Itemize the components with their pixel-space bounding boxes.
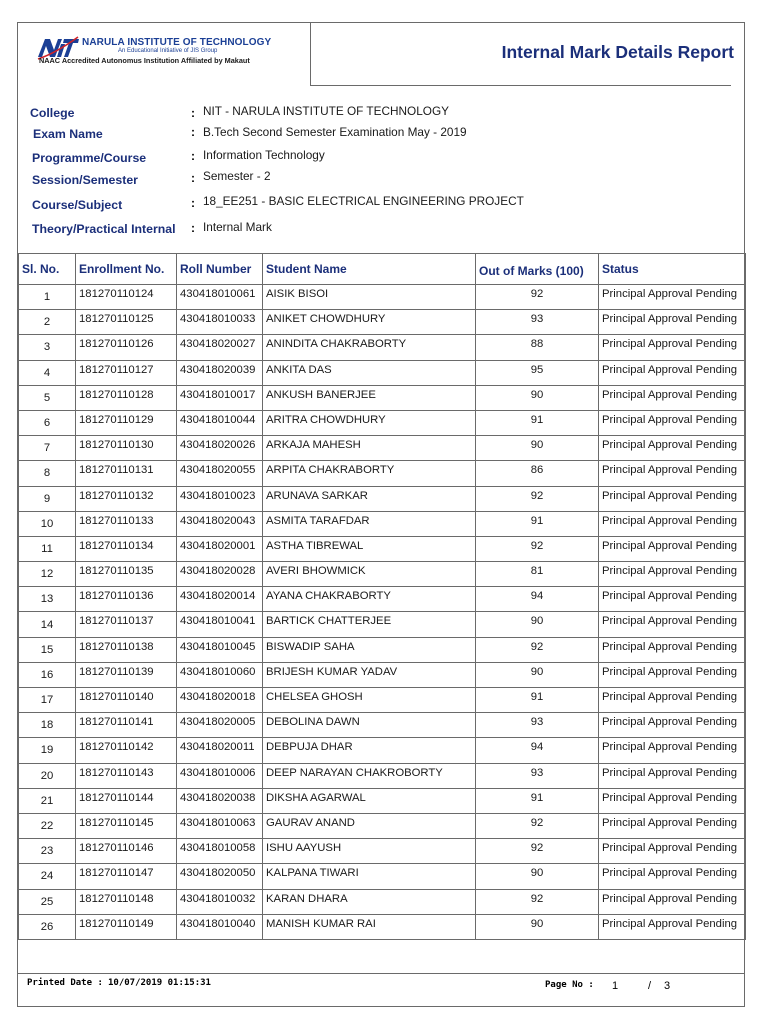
sl-no-cell: 6: [19, 410, 76, 435]
student-name-cell: DEBOLINA DAWN: [263, 713, 476, 738]
sl-no-cell: 13: [19, 587, 76, 612]
marks-cell: 90: [476, 385, 599, 410]
column-header-sl-no: Sl. No.: [19, 254, 76, 285]
enrollment-no-cell: 181270110145: [76, 813, 177, 838]
student-name-cell: BRIJESH KUMAR YADAV: [263, 662, 476, 687]
table-row: [19, 612, 746, 637]
student-name-cell: DIKSHA AGARWAL: [263, 788, 476, 813]
table-row: [19, 688, 746, 713]
info-value: Information Technology: [203, 148, 325, 162]
student-name-cell: BARTICK CHATTERJEE: [263, 612, 476, 637]
column-header-student-name: Student Name: [263, 254, 476, 285]
table-row: [19, 536, 746, 561]
enrollment-no-cell: 181270110128: [76, 385, 177, 410]
status-cell: Principal Approval Pending: [599, 738, 746, 763]
sl-no-cell: 14: [19, 612, 76, 637]
status-cell: Principal Approval Pending: [599, 839, 746, 864]
status-cell: Principal Approval Pending: [599, 562, 746, 587]
table-row: [19, 410, 746, 435]
student-name-cell: ANINDITA CHAKRABORTY: [263, 335, 476, 360]
status-cell: Principal Approval Pending: [599, 360, 746, 385]
info-colon: :: [191, 221, 195, 235]
svg-text:NIT: NIT: [66, 42, 68, 43]
roll-number-cell: 430418020055: [177, 461, 263, 486]
sl-no-cell: 19: [19, 738, 76, 763]
table-header-row: [19, 254, 746, 285]
enrollment-no-cell: 181270110148: [76, 889, 177, 914]
status-cell: Principal Approval Pending: [599, 335, 746, 360]
table-row: [19, 864, 746, 889]
student-name-cell: CHELSEA GHOSH: [263, 688, 476, 713]
status-cell: Principal Approval Pending: [599, 813, 746, 838]
marks-cell: 86: [476, 461, 599, 486]
header-divider: [311, 85, 731, 86]
enrollment-no-cell: 181270110143: [76, 763, 177, 788]
roll-number-cell: 430418020011: [177, 738, 263, 763]
table-row: [19, 285, 746, 310]
status-cell: Principal Approval Pending: [599, 385, 746, 410]
info-value: Semester - 2: [203, 169, 271, 183]
student-name-cell: ISHU AAYUSH: [263, 839, 476, 864]
info-colon: :: [191, 106, 195, 120]
table-row: [19, 562, 746, 587]
status-cell: Principal Approval Pending: [599, 763, 746, 788]
table-row: [19, 914, 746, 939]
column-header-marks: Out of Marks (100): [476, 254, 599, 285]
enrollment-no-cell: 181270110129: [76, 410, 177, 435]
table-row: [19, 511, 746, 536]
marks-cell: 92: [476, 839, 599, 864]
sl-no-cell: 22: [19, 813, 76, 838]
sl-no-cell: 7: [19, 436, 76, 461]
enrollment-no-cell: 181270110124: [76, 285, 177, 310]
status-cell: Principal Approval Pending: [599, 511, 746, 536]
status-cell: Principal Approval Pending: [599, 587, 746, 612]
enrollment-no-cell: 181270110142: [76, 738, 177, 763]
info-value: Internal Mark: [203, 220, 272, 234]
marks-cell: 91: [476, 410, 599, 435]
page-separator: /: [648, 980, 652, 992]
marks-cell: 95: [476, 360, 599, 385]
info-label: Exam Name: [33, 127, 103, 141]
marks-cell: 92: [476, 486, 599, 511]
marks-cell: 92: [476, 285, 599, 310]
table-row: [19, 587, 746, 612]
status-cell: Principal Approval Pending: [599, 889, 746, 914]
marks-cell: 90: [476, 662, 599, 687]
sl-no-cell: 4: [19, 360, 76, 385]
table-body: [19, 285, 746, 940]
info-row-programme: [18, 149, 744, 169]
table-row: [19, 813, 746, 838]
enrollment-no-cell: 181270110137: [76, 612, 177, 637]
marks-cell: 91: [476, 511, 599, 536]
status-cell: Principal Approval Pending: [599, 713, 746, 738]
table-row: [19, 788, 746, 813]
status-cell: Principal Approval Pending: [599, 688, 746, 713]
info-colon: :: [191, 125, 195, 139]
marks-cell: 81: [476, 562, 599, 587]
roll-number-cell: 430418010023: [177, 486, 263, 511]
info-value: NIT - NARULA INSTITUTE OF TECHNOLOGY: [203, 104, 450, 118]
roll-number-cell: 430418010061: [177, 285, 263, 310]
table-row: [19, 436, 746, 461]
status-cell: Principal Approval Pending: [599, 436, 746, 461]
marks-cell: 90: [476, 612, 599, 637]
info-row-session: [18, 171, 744, 191]
status-cell: Principal Approval Pending: [599, 612, 746, 637]
roll-number-cell: 430418020026: [177, 436, 263, 461]
roll-number-cell: 430418010058: [177, 839, 263, 864]
student-name-cell: ARKAJA MAHESH: [263, 436, 476, 461]
table-row: [19, 360, 746, 385]
page-number: 1: [612, 980, 619, 992]
marks-cell: 90: [476, 864, 599, 889]
institute-logo-block: [18, 23, 311, 86]
marks-cell: 92: [476, 889, 599, 914]
enrollment-no-cell: 181270110134: [76, 536, 177, 561]
info-label: Programme/Course: [32, 151, 147, 165]
marks-cell: 94: [476, 738, 599, 763]
roll-number-cell: 430418020014: [177, 587, 263, 612]
enrollment-no-cell: 181270110133: [76, 511, 177, 536]
institute-subtitle: An Educational Initiative of JIS Group: [118, 48, 218, 54]
roll-number-cell: 430418020050: [177, 864, 263, 889]
status-cell: Principal Approval Pending: [599, 662, 746, 687]
column-header-status: Status: [599, 254, 746, 285]
table-row: [19, 385, 746, 410]
student-name-cell: AVERI BHOWMICK: [263, 562, 476, 587]
student-name-cell: KARAN DHARA: [263, 889, 476, 914]
printed-date-label: Printed Date :: [27, 978, 103, 988]
sl-no-cell: 3: [19, 335, 76, 360]
accreditation-text: NAAC Accredited Autonomus Institution Affiliated by Makaut: [39, 56, 250, 65]
roll-number-cell: 430418010032: [177, 889, 263, 914]
student-name-cell: GAURAV ANAND: [263, 813, 476, 838]
roll-number-cell: 430418020043: [177, 511, 263, 536]
sl-no-cell: 8: [19, 461, 76, 486]
status-cell: Principal Approval Pending: [599, 285, 746, 310]
table-row: [19, 310, 746, 335]
report-page: [17, 22, 745, 1007]
info-value: 18_EE251 - BASIC ELECTRICAL ENGINEERING PROJECT: [203, 194, 524, 208]
student-name-cell: MANISH KUMAR RAI: [263, 914, 476, 939]
sl-no-cell: 1: [19, 285, 76, 310]
roll-number-cell: 430418020018: [177, 688, 263, 713]
info-label: Theory/Practical Internal: [32, 222, 176, 236]
sl-no-cell: 26: [19, 914, 76, 939]
student-name-cell: AYANA CHAKRABORTY: [263, 587, 476, 612]
institute-name: NARULA INSTITUTE OF TECHNOLOGY: [82, 37, 272, 48]
status-cell: Principal Approval Pending: [599, 461, 746, 486]
roll-number-cell: 430418010044: [177, 410, 263, 435]
roll-number-cell: 430418020028: [177, 562, 263, 587]
status-cell: Principal Approval Pending: [599, 788, 746, 813]
sl-no-cell: 24: [19, 864, 76, 889]
student-name-cell: ARPITA CHAKRABORTY: [263, 461, 476, 486]
sl-no-cell: 10: [19, 511, 76, 536]
enrollment-no-cell: 181270110127: [76, 360, 177, 385]
roll-number-cell: 430418020005: [177, 713, 263, 738]
table-row: [19, 738, 746, 763]
column-header-roll-number: Roll Number: [177, 254, 263, 285]
sl-no-cell: 18: [19, 713, 76, 738]
marks-cell: 88: [476, 335, 599, 360]
info-label: Session/Semester: [32, 173, 138, 187]
status-cell: Principal Approval Pending: [599, 310, 746, 335]
marks-cell: 91: [476, 688, 599, 713]
enrollment-no-cell: 181270110126: [76, 335, 177, 360]
student-name-cell: ASTHA TIBREWAL: [263, 536, 476, 561]
status-cell: Principal Approval Pending: [599, 486, 746, 511]
enrollment-no-cell: 181270110135: [76, 562, 177, 587]
sl-no-cell: 21: [19, 788, 76, 813]
roll-number-cell: 430418020027: [177, 335, 263, 360]
table-row: [19, 839, 746, 864]
enrollment-no-cell: 181270110141: [76, 713, 177, 738]
table-row: [19, 889, 746, 914]
enrollment-no-cell: 181270110138: [76, 637, 177, 662]
sl-no-cell: 11: [19, 536, 76, 561]
marks-cell: 93: [476, 310, 599, 335]
column-header-enrollment-no: Enrollment No.: [76, 254, 177, 285]
enrollment-no-cell: 181270110144: [76, 788, 177, 813]
enrollment-no-cell: 181270110140: [76, 688, 177, 713]
report-header: [18, 23, 744, 86]
roll-number-cell: 430418010017: [177, 385, 263, 410]
table-row: [19, 335, 746, 360]
status-cell: Principal Approval Pending: [599, 637, 746, 662]
info-row-course-subject: [18, 196, 744, 216]
info-row-theory-practical: [18, 220, 744, 240]
enrollment-no-cell: 181270110149: [76, 914, 177, 939]
page-number-label: Page No :: [545, 980, 594, 990]
info-row-exam-name: [18, 126, 744, 146]
roll-number-cell: 430418010045: [177, 637, 263, 662]
student-name-cell: DEBPUJA DHAR: [263, 738, 476, 763]
student-name-cell: ARUNAVA SARKAR: [263, 486, 476, 511]
roll-number-cell: 430418010040: [177, 914, 263, 939]
info-colon: :: [191, 196, 195, 210]
roll-number-cell: 430418010063: [177, 813, 263, 838]
roll-number-cell: 430418010041: [177, 612, 263, 637]
total-pages: 3: [664, 980, 671, 992]
report-footer: [18, 973, 744, 1008]
marks-cell: 92: [476, 813, 599, 838]
marks-table: [18, 253, 746, 940]
enrollment-no-cell: 181270110139: [76, 662, 177, 687]
info-label: Course/Subject: [32, 198, 123, 212]
roll-number-cell: 430418020038: [177, 788, 263, 813]
printed-date-value: 10/07/2019 01:15:31: [108, 978, 211, 988]
student-name-cell: BISWADIP SAHA: [263, 637, 476, 662]
student-name-cell: ANKITA DAS: [263, 360, 476, 385]
roll-number-cell: 430418010006: [177, 763, 263, 788]
info-row-college: [18, 105, 744, 125]
marks-cell: 92: [476, 637, 599, 662]
status-cell: Principal Approval Pending: [599, 864, 746, 889]
sl-no-cell: 15: [19, 637, 76, 662]
info-colon: :: [191, 171, 195, 185]
student-name-cell: AISIK BISOI: [263, 285, 476, 310]
status-cell: Principal Approval Pending: [599, 914, 746, 939]
student-name-cell: DEEP NARAYAN CHAKROBORTY: [263, 763, 476, 788]
marks-cell: 93: [476, 713, 599, 738]
sl-no-cell: 17: [19, 688, 76, 713]
report-title: Internal Mark Details Report: [501, 42, 734, 62]
sl-no-cell: 16: [19, 662, 76, 687]
table-row: [19, 637, 746, 662]
marks-cell: 92: [476, 536, 599, 561]
student-name-cell: ARITRA CHOWDHURY: [263, 410, 476, 435]
student-name-cell: ASMITA TARAFDAR: [263, 511, 476, 536]
enrollment-no-cell: 181270110146: [76, 839, 177, 864]
status-cell: Principal Approval Pending: [599, 410, 746, 435]
marks-cell: 93: [476, 763, 599, 788]
student-name-cell: ANKUSH BANERJEE: [263, 385, 476, 410]
sl-no-cell: 20: [19, 763, 76, 788]
roll-number-cell: 430418010060: [177, 662, 263, 687]
sl-no-cell: 2: [19, 310, 76, 335]
student-name-cell: KALPANA TIWARI: [263, 864, 476, 889]
status-cell: Principal Approval Pending: [599, 536, 746, 561]
info-colon: :: [191, 149, 195, 163]
enrollment-no-cell: 181270110130: [76, 436, 177, 461]
table-row: [19, 486, 746, 511]
table-row: [19, 713, 746, 738]
enrollment-no-cell: 181270110131: [76, 461, 177, 486]
student-name-cell: ANIKET CHOWDHURY: [263, 310, 476, 335]
marks-cell: 90: [476, 914, 599, 939]
info-value: B.Tech Second Semester Examination May - 2019: [203, 125, 467, 139]
roll-number-cell: 430418010033: [177, 310, 263, 335]
table-row: [19, 461, 746, 486]
sl-no-cell: 25: [19, 889, 76, 914]
marks-cell: 94: [476, 587, 599, 612]
enrollment-no-cell: 181270110136: [76, 587, 177, 612]
sl-no-cell: 23: [19, 839, 76, 864]
sl-no-cell: 5: [19, 385, 76, 410]
enrollment-no-cell: 181270110132: [76, 486, 177, 511]
roll-number-cell: 430418020039: [177, 360, 263, 385]
enrollment-no-cell: 181270110125: [76, 310, 177, 335]
roll-number-cell: 430418020001: [177, 536, 263, 561]
sl-no-cell: 12: [19, 562, 76, 587]
sl-no-cell: 9: [19, 486, 76, 511]
enrollment-no-cell: 181270110147: [76, 864, 177, 889]
marks-cell: 91: [476, 788, 599, 813]
marks-cell: 90: [476, 436, 599, 461]
table-row: [19, 763, 746, 788]
table-row: [19, 662, 746, 687]
info-label: College: [30, 106, 75, 120]
